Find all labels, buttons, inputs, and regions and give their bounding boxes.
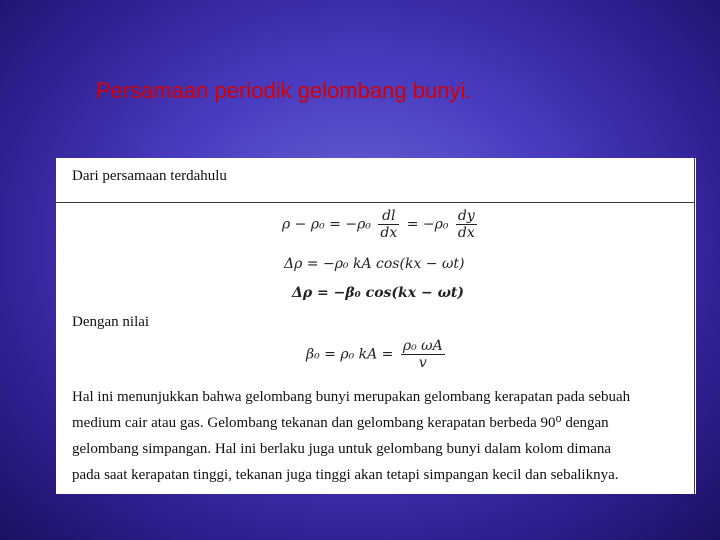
- equation-1-mid: = −ρ₀: [406, 216, 449, 233]
- equation-3-text: Δρ = −β₀ cos(kx − ωt): [292, 285, 464, 301]
- paragraph-line: medium cair atau gas. Gelombang tekanan dan gelombang kerapatan berbeda 90⁰ dengan: [72, 415, 609, 431]
- equation-4-lhs: β₀ = ρ₀ kA =: [306, 346, 394, 363]
- table-border-right: [694, 158, 695, 494]
- equation-2: Δρ = −ρ₀ kA cos(kx − ωt): [284, 256, 465, 272]
- document-header-row: [56, 158, 694, 203]
- paragraph-line: pada saat kerapatan tinggi, tekanan juga tinggi akan tetapi simpangan kecil dan sebaliknya.: [72, 467, 619, 483]
- paragraph-line: gelombang simpangan. Hal ini berlaku juga untuk gelombang bunyi dalam kolom dimana: [72, 441, 612, 457]
- equation-1-lhs: ρ − ρ₀ = −ρ₀: [282, 216, 371, 233]
- equation-4: [306, 338, 448, 371]
- paragraph-line: Hal ini menunjukkan bahwa gelombang bunyi merupakan gelombang kerapatan pada sebuah: [72, 389, 631, 405]
- fraction-rho-omega-a-v: [401, 338, 445, 371]
- fraction-dl-dx-denominator: dx: [380, 225, 398, 241]
- label-dengan-nilai: Dengan nilai: [72, 314, 150, 330]
- document-header: Dari persamaan terdahulu: [72, 168, 227, 184]
- fraction-dl-dx-numerator: dl: [382, 208, 396, 224]
- fraction-numerator: ρ₀ ωA: [402, 338, 443, 354]
- fraction-dl-dx: [378, 208, 399, 241]
- fraction-dy-dx-numerator: dy: [457, 208, 475, 224]
- document-panel: [56, 158, 696, 494]
- fraction-denominator: v: [401, 354, 445, 371]
- equation-3: [292, 285, 464, 301]
- fraction-dy-dx-denominator: dx: [456, 224, 477, 241]
- slide-title: Persamaan periodik gelombang bunyi.: [96, 78, 472, 103]
- fraction-dy-dx: [456, 208, 477, 241]
- equation-1: [282, 208, 480, 241]
- explanation-paragraph: [72, 384, 690, 488]
